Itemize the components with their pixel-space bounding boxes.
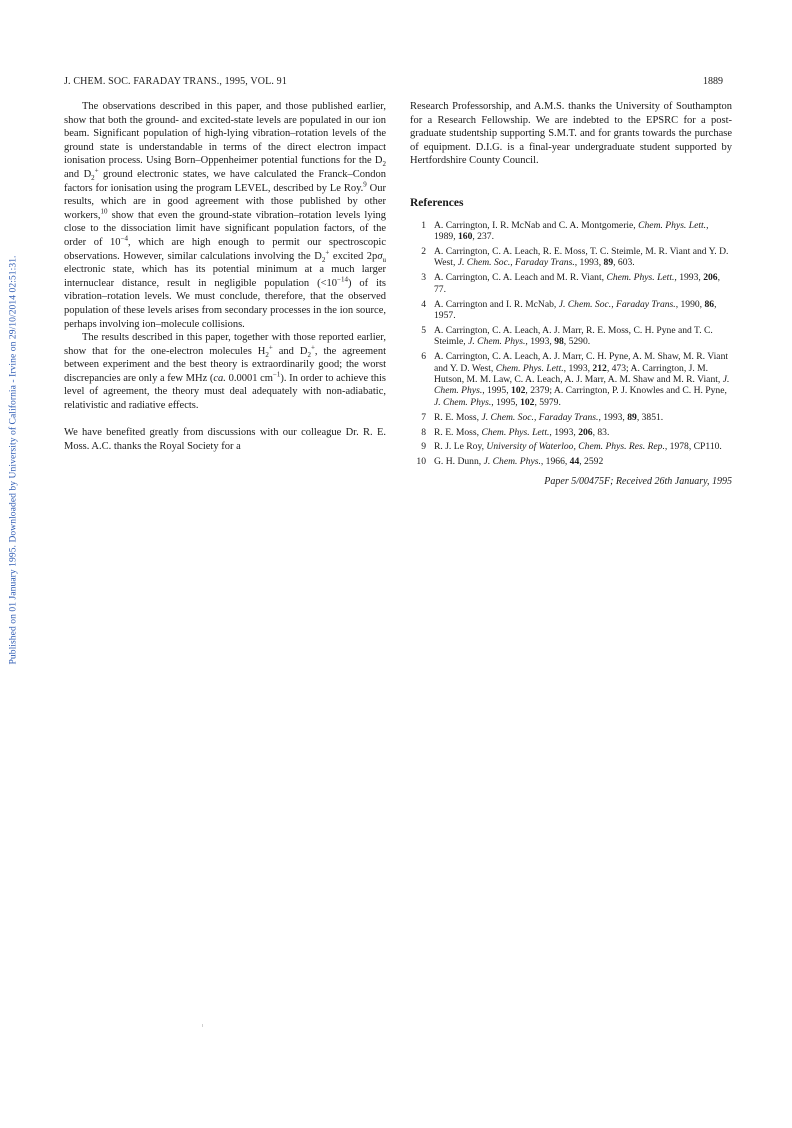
- reference-item: [410, 325, 732, 348]
- paragraph-observations: The observations described in this paper, and those published earlier, show that both the ground- and excited-state levels are populated in our ion beam. Significant population of high-lying vibration–rotation levels of the ground state is understandable in terms of the direct electron impact ionisation process. Using Born–Oppenheimer potential functions for the $D_2$ and $D_2^+$ ground electronic states, we have calculated the Franck–Condon factors for ionisation using the program LEVEL, described by Le Roy.$^9$ Our results, which are in good agreement with those published by other workers,$^{10}$ show that even the ground-state vibration–rotation levels lying close to the dissociation limit have significant population factors, of the order of $10^{-4}$, which are high enough to permit our spectroscopic observations. However, similar calculations involving the $D_2^+$ excited $2p\sigma_u$ electronic state, which has its potential minimum at a much larger internuclear distance, result in negligible population $(<10^{-14})$ of its vibration–rotation levels. We must conclude, therefore, that the observed population of these levels arises from secondary processes in the ion source, perhaps involving ion–molecule collisions.: [64, 101, 387, 330]
- reference-text: A. Carrington and I. R. McNab, J. Chem. Soc., Faraday Trans., 1990, 86, 1957.: [434, 298, 717, 321]
- reference-text: A. Carrington, C. A. Leach, A. J. Marr, R. E. Moss, C. H. Pyne and T. C. Steimle, J. Chem. Phys., 1993, 98, 5290.: [434, 324, 713, 348]
- reference-text: G. H. Dunn, J. Chem. Phys., 1966, 44, 2592: [434, 456, 604, 468]
- reference-text: A. Carrington, C. A. Leach, A. J. Marr, C. H. Pyne, A. M. Shaw, M. R. Viant and Y. D. West, Chem. Phys. Lett., 1993, 212, 473; A. Carrington, J. M. Hutson, M. M. Law, C. A. Leach, A. J. Marr, A. M. Shaw and M. R. Viant, J. Chem. Phys., 1995, 102, 2379; A. Carrington, P. J. Knowles and C. H. Pyne, J. Chem. Phys., 1995, 102, 5979.: [434, 351, 730, 408]
- download-watermark-text: Published on 01 January 1995. Downloaded by University of California - Irvine on 29/10/2014 02:51:31.: [7, 255, 19, 665]
- reference-item: [410, 412, 732, 423]
- reference-number: 5: [421, 324, 426, 336]
- reference-text: R. J. Le Roy, University of Waterloo, Chem. Phys. Res. Rep., 1978, CP110.: [434, 441, 722, 453]
- page-number: 1889: [703, 76, 723, 87]
- reference-item: [410, 441, 732, 452]
- reference-number: 9: [421, 441, 426, 453]
- reference-text: A. Carrington, C. A. Leach, R. E. Moss, T. C. Steimle, M. R. Viant and Y. D. West, J. Chem. Soc., Faraday Trans., 1993, 89, 603.: [434, 245, 729, 269]
- journal-running-head: J. CHEM. SOC. FARADAY TRANS., 1995, VOL. 91: [64, 76, 287, 87]
- reference-number: 1: [421, 219, 426, 231]
- reference-text: R. E. Moss, J. Chem. Soc., Faraday Trans., 1993, 89, 3851.: [434, 411, 664, 423]
- reference-item: [410, 272, 732, 295]
- paper-received-line: Paper 5/00475F; Received 26th January, 1995: [544, 475, 732, 487]
- reference-item: [410, 299, 732, 322]
- left-column: [64, 100, 386, 453]
- reference-number: 8: [421, 426, 426, 438]
- reference-number: 10: [416, 456, 426, 468]
- reference-text: A. Carrington, C. A. Leach and M. R. Viant, Chem. Phys. Lett., 1993, 206, 77.: [434, 272, 720, 295]
- references-heading: References: [410, 196, 464, 209]
- right-column: [410, 100, 732, 488]
- footer-mark: [202, 1024, 203, 1027]
- reference-number: 4: [421, 298, 426, 310]
- paragraph-acknowledgements-continued: Research Professorship, and A.M.S. thanks the University of Southampton for a Research Fellowship. We are indebted to the EPSRC for a post-graduate studentship supporting S.M.T. and for grants towards the purchase of equipment. D.I.G. is a final-year undergraduate student supported by Hertfordshire County Council.: [410, 101, 732, 167]
- reference-text: A. Carrington, I. R. McNab and C. A. Montgomerie, Chem. Phys. Lett., 1989, 160, 237.: [434, 219, 709, 242]
- reference-item: [410, 427, 732, 438]
- reference-number: 3: [421, 272, 426, 284]
- reference-number: 2: [421, 245, 426, 257]
- download-watermark: [4, 230, 22, 690]
- reference-text: R. E. Moss, Chem. Phys. Lett., 1993, 206, 83.: [434, 426, 610, 438]
- reference-number: 7: [421, 411, 426, 423]
- reference-item: [410, 351, 732, 408]
- reference-item: [410, 456, 732, 467]
- reference-list: [410, 220, 732, 468]
- reference-number: 6: [421, 351, 426, 363]
- paragraph-acknowledgements: We have benefited greatly from discussions with our colleague Dr. R. E. Moss. A.C. thanks the Royal Society for a: [64, 427, 386, 452]
- reference-item: [410, 220, 732, 243]
- paragraph-results: The results described in this paper, together with those reported earlier, show that for the one-electron molecules $H_2^+$ and $D_2^+$, the agreement between experiment and the best theory is extraordinarily good; the worst discrepancies are only a few MHz (ca. 0.0001 $cm^{-1}$). In order to achieve this level of agreement, the theory must deal adequately with non-adiabatic, relativistic and radiative effects.: [64, 332, 387, 412]
- reference-item: [410, 246, 732, 269]
